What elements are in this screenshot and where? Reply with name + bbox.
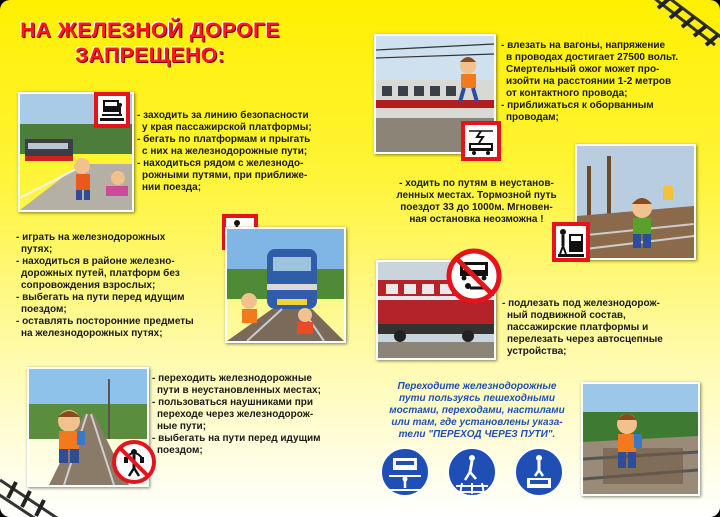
block6-line: устройства; <box>507 346 567 357</box>
pedestrian-bridge-sign-icon <box>379 446 431 498</box>
block1-line: с них на железнодорожные пути; <box>142 146 308 157</box>
block2-line: - находиться в районе железно- <box>16 256 175 267</box>
text-block-under-wagon <box>502 298 663 358</box>
underpass-sign-icon <box>513 446 565 498</box>
person-near-train-sign-icon <box>94 92 130 128</box>
block1-line: нии поезда; <box>142 182 202 193</box>
block7-line: Переходите железнодорожные <box>397 381 557 392</box>
block1-line: - находиться рядом с железнодо- <box>137 158 304 169</box>
block4-line: - влезать на вагоны, напряжение <box>501 40 666 51</box>
person-beside-train-sign-icon <box>552 222 590 262</box>
pedestrian-crossing-sign-icon <box>446 446 498 498</box>
block3-line: ные пути; <box>157 421 207 432</box>
block1-line: у края пассажирской платформы; <box>142 122 312 133</box>
block5-line: - ходить по путям в неустанов- <box>399 178 554 189</box>
text-block-crossing <box>152 373 321 457</box>
block4-line: Смертельный ожог может про- <box>506 64 660 75</box>
photo-boy-crossing <box>581 382 700 496</box>
text-block-walking <box>374 178 579 226</box>
text-block-safe-crossing <box>364 381 590 441</box>
block3-line: поездом; <box>157 445 203 456</box>
title-line-1: НА ЖЕЛЕЗНОЙ ДОРОГЕ <box>20 19 280 42</box>
title-line-2: ЗАПРЕЩЕНО: <box>74 44 226 67</box>
block6-line: пассажирские платформы и <box>507 322 649 333</box>
text-block-platform <box>137 110 312 194</box>
block2-line: путях; <box>21 244 53 255</box>
block2-line: - выбегать на пути перед идущим <box>16 292 185 303</box>
text-block-voltage <box>501 40 678 124</box>
block5-line: ленных местах. Тормозной путь <box>396 190 557 201</box>
block3-line: - выбегать на пути перед идущим <box>152 433 321 444</box>
block3-line: - пользоваться наушниками при <box>152 397 314 408</box>
page-title <box>0 18 300 68</box>
no-headphones-sign-icon <box>112 440 156 484</box>
block2-line: поездом; <box>21 304 67 315</box>
block2-line: сопровождения взрослых; <box>21 280 156 291</box>
no-crawling-under-wagon-sign-icon <box>446 248 502 304</box>
block3-line: - переходить железнодорожные <box>152 373 312 384</box>
block4-line: - приближаться к оборванным <box>501 100 654 111</box>
block1-line: - бегать по платформам и прыгать <box>137 134 311 145</box>
block3-line: пути в неустановленных местах; <box>157 385 321 396</box>
high-voltage-wagon-sign-icon <box>461 121 501 161</box>
block1-line: рожными путями, при приближе- <box>142 170 308 181</box>
photo-boy-tracks-signals <box>575 144 696 260</box>
block1-line: - заходить за линию безопасности <box>137 110 309 121</box>
text-block-playing <box>16 232 194 340</box>
block7-line: или там, где установлены указа- <box>391 417 563 428</box>
block2-line: на железнодорожных путях; <box>21 328 163 339</box>
block7-line: мостами, переходами, настилами <box>389 405 565 416</box>
block6-line: ный подвижной состав, <box>507 310 626 321</box>
photo-blue-train <box>225 227 346 343</box>
block4-line: от контактного провода; <box>506 88 628 99</box>
block5-line: поездот 33 до 1000м. Мгновен- <box>400 202 553 213</box>
block2-line: дорожных путей, платформ без <box>21 268 180 279</box>
block7-line: пути пользуясь пешеходными <box>398 393 556 404</box>
block3-line: переходе через железнодорож- <box>157 409 314 420</box>
block6-line: перелезать через автосцепные <box>507 334 663 345</box>
block4-line: проводам; <box>506 112 559 123</box>
block6-line: - подлезать под железнодорож- <box>502 298 660 309</box>
block2-line: - играть на железнодорожных <box>16 232 166 243</box>
block4-line: изойти на расстоянии 1-2 метров <box>506 76 672 87</box>
block2-line: - оставлять посторонние предметы <box>16 316 194 327</box>
block4-line: в проводах достигает 27500 вольт. <box>506 52 679 63</box>
block5-line: ная остановка неозможна ! <box>409 214 544 225</box>
block7-line: тели "ПЕРЕХОД ЧЕРЕЗ ПУТИ". <box>398 429 556 440</box>
